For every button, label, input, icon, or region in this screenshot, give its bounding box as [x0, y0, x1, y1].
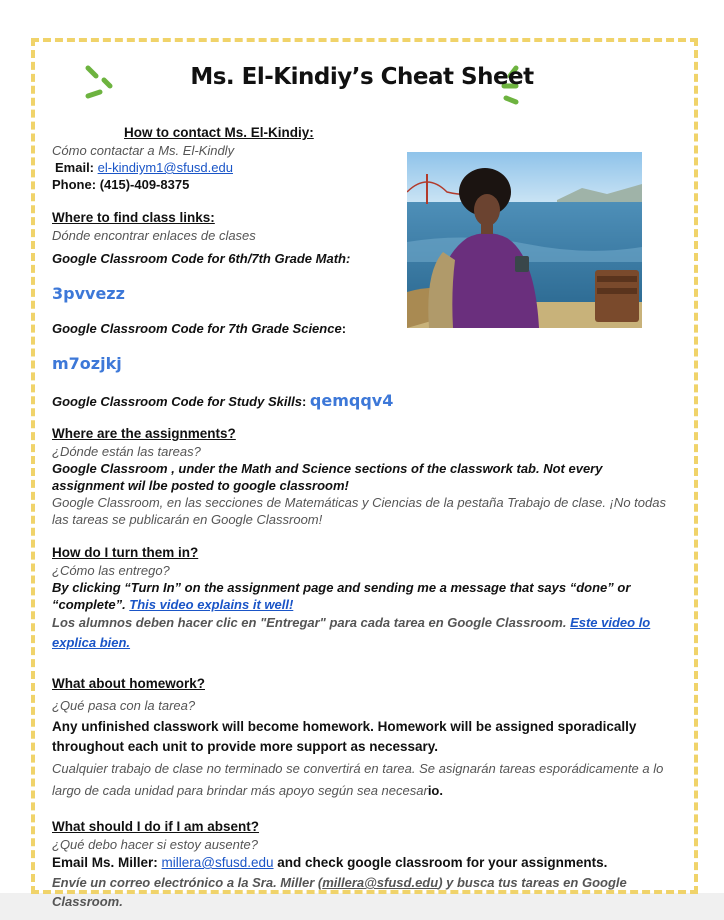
- phone-label: Phone:: [52, 177, 97, 192]
- homework-text-en: Any unfinished classwork will become homework. Homework will be assigned sporadically throughout each unit to provide more support as necessary.: [52, 719, 637, 754]
- homework-text-es-line: [52, 758, 672, 802]
- links-heading: Where to find class links:: [52, 210, 215, 225]
- email-label: Email:: [55, 160, 95, 175]
- turn-in-text-es: Los alumnos deben hacer clic en "Entregar" para cada tarea en Google Classroom.: [52, 615, 571, 630]
- contact-phone-line: [52, 176, 672, 193]
- absent-email-after: and check google classroom for your assignments.: [273, 855, 608, 870]
- contact-email-line: [52, 159, 672, 176]
- turn-in-heading-es: ¿Cómo las entrego?: [52, 563, 170, 578]
- science-code-label-line: [52, 320, 672, 337]
- video-link-es[interactable]: Este video lo explica bien.: [52, 615, 651, 650]
- video-link-en[interactable]: This video explains it well!: [129, 597, 294, 612]
- science-code-colon: :: [341, 321, 347, 336]
- study-code-line: [52, 390, 672, 411]
- science-code-label: Google Classroom Code for 7th Grade Science: [52, 321, 342, 336]
- absent-heading: What should I do if I am absent?: [52, 819, 260, 834]
- study-code-colon: :: [301, 394, 307, 409]
- homework-heading-es: ¿Qué pasa con la tarea?: [52, 698, 196, 713]
- page-title: Ms. El-Kindiy’s Cheat Sheet: [190, 64, 534, 90]
- absent-text-es-email: millera@sfusd.edu: [322, 875, 439, 890]
- study-code-label: Google Classroom Code for Study Skills: [52, 394, 302, 409]
- science-class-code: m7ozjkj: [52, 354, 122, 373]
- turn-in-text-en: By clicking “Turn In” on the assignment page and sending me a message that says “done” or “complete”.: [52, 580, 631, 612]
- absent-text-es-line: [52, 873, 672, 911]
- turn-in-heading: How do I turn them in?: [52, 545, 199, 560]
- contact-heading: How to contact Ms. El-Kindiy:: [124, 125, 314, 140]
- math-code-label: Google Classroom Code for 6th/7th Grade Math:: [52, 251, 351, 266]
- absent-text-es-before: Envíe un correo electrónico a la Sra. Miller (: [52, 875, 323, 890]
- teacher-email-link[interactable]: el-kindiym1@sfusd.edu: [97, 160, 233, 175]
- homework-text-es-end: io.: [427, 783, 443, 798]
- absent-text-es-after: ) y busca tus tareas en Google Classroom.: [52, 875, 627, 909]
- absent-email-label: Email Ms. Miller:: [52, 855, 162, 870]
- turn-in-text-en-line: [52, 579, 672, 613]
- contact-heading-es: Cómo contactar a Ms. El-Kindly: [52, 143, 235, 158]
- absent-email-line: [52, 853, 672, 873]
- assignments-text-es: Google Classroom, en las secciones de Matemáticas y Ciencias de la pestaña Trabajo de clase. ¡No todas las tareas se publicarán en Google Classroom!: [52, 495, 666, 527]
- homework-text-es: Cualquier trabajo de clase no terminado se convertirá en tarea. Se asignarán tareas esporádicamente a lo largo de cada unidad para brindar más apoyo según sea necesar: [52, 761, 664, 798]
- absent-heading-es: ¿Qué debo hacer si estoy ausente?: [52, 837, 258, 852]
- homework-heading: What about homework?: [52, 676, 205, 691]
- cheat-sheet-content: [52, 124, 672, 911]
- assignments-heading: Where are the assignments?: [52, 426, 236, 441]
- assignments-text-en: Google Classroom , under the Math and Science sections of the classwork tab. Not every assignment wil lbe posted to google classroom!: [52, 461, 603, 493]
- phone-number: (415)-409-8375: [99, 177, 190, 192]
- miller-email-link[interactable]: millera@sfusd.edu: [161, 855, 274, 870]
- links-heading-es: Dónde encontrar enlaces de clases: [52, 228, 256, 243]
- math-class-code: 3pvvezz: [52, 284, 125, 303]
- turn-in-text-es-line: [52, 613, 672, 653]
- study-class-code: qemqqv4: [309, 391, 394, 410]
- assignments-heading-es: ¿Dónde están las tareas?: [52, 444, 201, 459]
